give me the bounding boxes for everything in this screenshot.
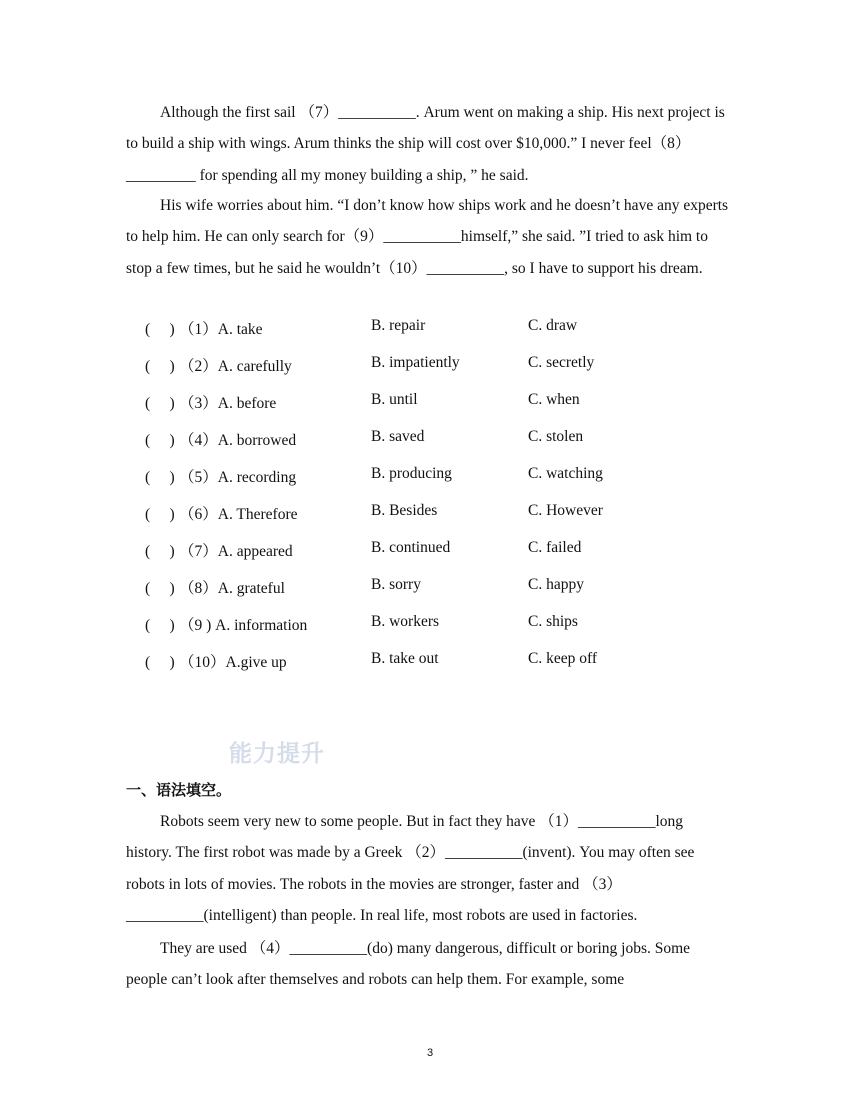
section-title: 能力提升 [229,741,325,767]
option-b: B. saved [371,428,425,445]
option-row [145,613,745,650]
option-row [145,465,745,502]
option-b: B. sorry [371,576,421,593]
option-a: （2）A. carefully [179,358,292,375]
option-b: B. Besides [371,502,438,519]
option-c: C. secretly [528,354,595,371]
answer-blank: ( ) [145,506,175,523]
answer-blank: ( ) [145,432,175,449]
exercise-heading: 一、语法填空。 [126,781,232,799]
option-a: （5）A. recording [179,469,297,486]
option-row [145,576,745,613]
option-b: B. producing [371,465,452,482]
option-row [145,502,745,539]
answer-blank: ( ) [145,654,175,671]
option-a: （4）A. borrowed [179,432,297,449]
option-b: B. until [371,391,418,408]
answer-blank: ( ) [145,321,175,338]
option-a: （9 ) A. information [179,617,308,634]
option-b: B. continued [371,539,451,556]
option-a: （3）A. before [179,395,277,412]
option-a: （6）A. Therefore [179,506,298,523]
answer-blank: ( ) [145,358,175,375]
option-a: （1）A. take [179,321,263,338]
option-a: （8）A. grateful [179,580,285,597]
passage1-paragraph1: Although the first sail （7）__________. Arum went on making a ship. His next project is to build a ship with wings. Arum thinks the ship will cost over $10,000.” I never feel（8）_________ for spending all my money building a ship, ” he said. [126,104,725,184]
option-a: （10）A.give up [179,654,287,671]
answer-blank: ( ) [145,543,175,560]
option-row [145,650,745,687]
answer-blank: ( ) [145,469,175,486]
option-c: C. happy [528,576,584,593]
option-row [145,428,745,465]
option-c: C. keep off [528,650,598,667]
answer-blank: ( ) [145,580,175,597]
options-list [145,317,745,687]
passage2-paragraph2: They are used （4）__________(do) many dangerous, difficult or boring jobs. Some people can’t look after themselves and robots can help them. For example, some [126,940,691,989]
option-row [145,391,745,428]
page-number: 3 [426,1047,434,1059]
option-row [145,317,745,354]
option-c: C. ships [528,613,578,630]
option-row [145,354,745,391]
option-c: C. watching [528,465,603,482]
answer-blank: ( ) [145,617,175,634]
option-c: C. However [528,502,603,519]
option-c: C. stolen [528,428,584,445]
option-b: B. workers [371,613,440,630]
option-c: C. when [528,391,580,408]
option-b: B. take out [371,650,439,667]
passage1-paragraph2: His wife worries about him. “I don’t know how ships work and he doesn’t have any experts to help him. He can only search for（9）__________himself,” she said. ”I tried to ask him to stop a few times, but he said he wouldn’t（10）__________, so I have to support his dream. [126,197,729,277]
option-a: （7）A. appeared [179,543,293,560]
option-c: C. failed [528,539,582,556]
passage2-paragraph1: Robots seem very new to some people. But in fact they have （1）__________long history. The first robot was made by a Greek （2）__________(invent). You may often see robots in lots of movies. The robots in the movies are stronger, faster and （3）__________(intelligent) than people. In real life, most robots are used in factories. [126,813,695,924]
option-b: B. impatiently [371,354,460,371]
option-b: B. repair [371,317,426,334]
option-c: C. draw [528,317,578,334]
answer-blank: ( ) [145,395,175,412]
option-row [145,539,745,576]
